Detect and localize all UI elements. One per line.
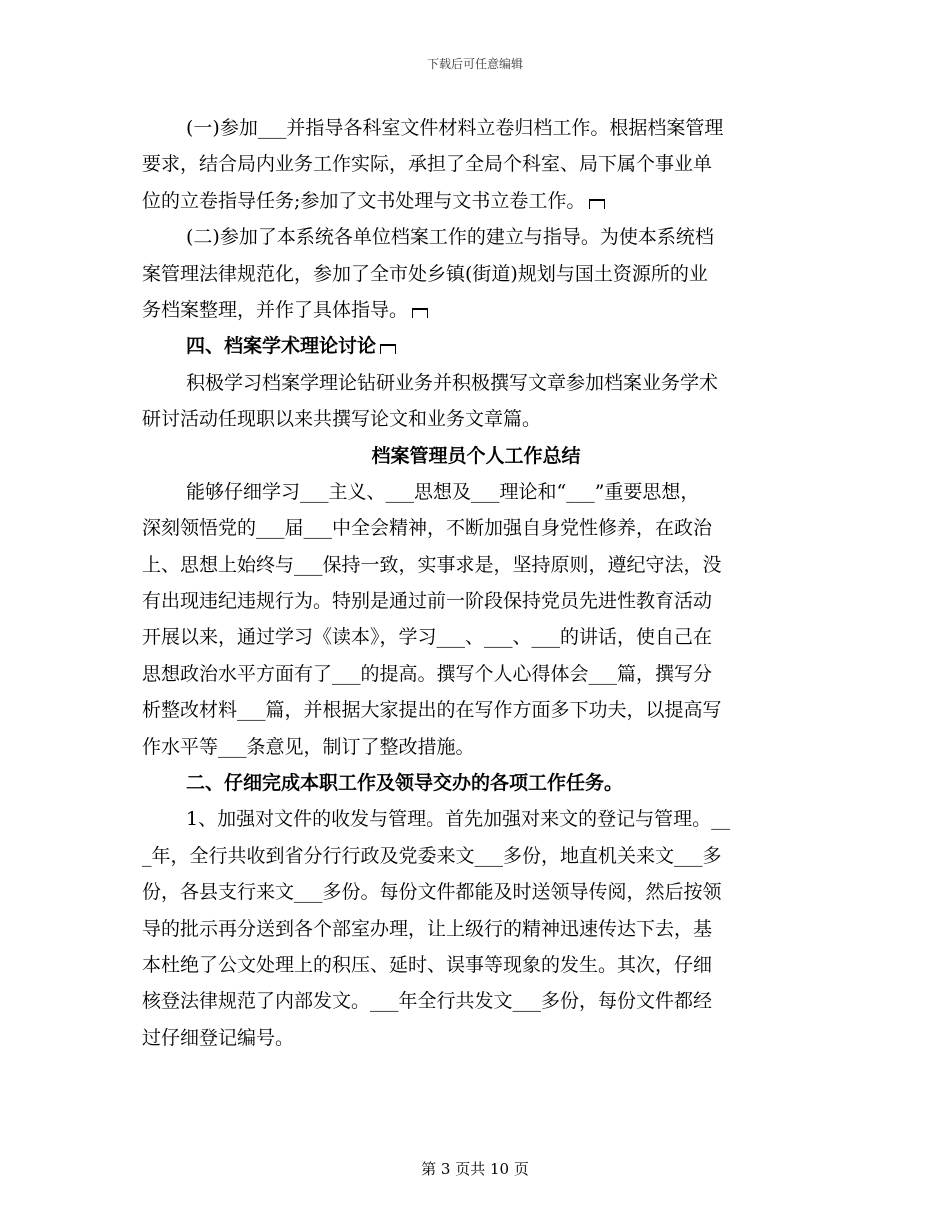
text-line-content: (一)参加___并指导各科室文件材料立卷归档工作。根据档案管理 bbox=[186, 117, 724, 139]
text-line-content: 过仔细登记编号。 bbox=[142, 1026, 295, 1049]
text-line bbox=[142, 401, 810, 437]
page-footer: 第 3 页共 10 页 bbox=[421, 1160, 529, 1178]
text-line-content: 要求，结合局内业务工作实际，承担了全局个科室、局下属个事业单 bbox=[142, 153, 713, 176]
text-line bbox=[142, 874, 810, 910]
text-line-content: 研讨活动任现职以来共撰写论文和业务文章篇。 bbox=[142, 408, 542, 431]
text-line-content: _年，全行共收到省分行行政及党委来文___多份，地直机关来文___多 bbox=[142, 844, 722, 867]
text-line bbox=[142, 801, 810, 837]
text-line bbox=[142, 911, 810, 947]
page-header: 下载后可任意编辑 bbox=[426, 57, 523, 71]
text-line-content: 案管理法律规范化，参加了全市处乡镇(街道)规划与国土资源所的业 bbox=[142, 262, 708, 285]
paragraph-mark-icon bbox=[589, 199, 605, 209]
text-line-content: 份，各县支行来文___多份。每份文件都能及时送领导传阅，然后按领 bbox=[142, 881, 722, 904]
text-line bbox=[142, 292, 810, 328]
text-line bbox=[142, 692, 810, 728]
text-line-content: 积极学习档案学理论钻研业务并积极撰写文章参加档案业务学术 bbox=[186, 371, 719, 394]
text-line-content: 思想政治水平方面有了___的提高。撰写个人心得体会___篇，撰写分 bbox=[142, 662, 713, 685]
text-line-content: 1、加强对文件的收发与管理。首先加强对来文的登记与管理。__ bbox=[186, 808, 731, 831]
text-line bbox=[142, 183, 810, 219]
text-line-content: 本杜绝了公文处理上的积压、延时、误事等现象的发生。其次，仔细 bbox=[142, 953, 713, 976]
text-line bbox=[142, 110, 810, 146]
text-line-content: 作水平等___条意见，制订了整改措施。 bbox=[142, 735, 475, 758]
text-line bbox=[142, 947, 810, 983]
text-line bbox=[142, 729, 810, 765]
text-line-content: 位的立卷指导任务;参加了文书处理与文书立卷工作。 bbox=[142, 189, 586, 212]
text-line bbox=[142, 219, 810, 255]
text-line bbox=[142, 474, 810, 510]
text-line-content: 深刻领悟党的___届___中全会精神，不断加强自身党性修养，在政治 bbox=[142, 517, 713, 540]
text-line bbox=[142, 583, 810, 619]
text-line-content: 能够仔细学习___主义、___思想及___理论和“___”重要思想， bbox=[186, 480, 700, 503]
text-line-content: 析整改材料___篇，并根据大家提出的在写作方面多下功夫，以提高写 bbox=[142, 699, 722, 722]
text-line-content: 核登法律规范了内部发文。___年全行共发文___多份，每份文件都经 bbox=[142, 990, 713, 1013]
text-line-content: 档案管理员个人工作总结 bbox=[371, 444, 581, 467]
text-line bbox=[142, 146, 810, 182]
paragraph-mark-icon bbox=[380, 344, 396, 354]
text-line bbox=[142, 1020, 810, 1056]
text-line bbox=[142, 838, 810, 874]
text-line bbox=[142, 547, 810, 583]
text-line-content: 二、仔细完成本职工作及领导交办的各项工作任务。 bbox=[186, 772, 624, 795]
section-title bbox=[142, 438, 810, 474]
text-line-content: 务档案整理，并作了具体指导。 bbox=[142, 298, 409, 321]
text-line bbox=[142, 328, 810, 364]
text-line bbox=[142, 765, 810, 801]
text-line-content: 导的批示再分送到各个部室办理，让上级行的精神迅速传达下去，基 bbox=[142, 917, 713, 940]
text-line bbox=[142, 365, 810, 401]
text-line-content: 上、思想上始终与___保持一致，实事求是，坚持原则，遵纪守法，没 bbox=[142, 553, 722, 576]
text-line bbox=[142, 656, 810, 692]
text-line bbox=[142, 256, 810, 292]
text-line bbox=[142, 619, 810, 655]
text-line-content: (二)参加了本系统各单位档案工作的建立与指导。为使本系统档 bbox=[186, 226, 714, 249]
text-line-content: 有出现违纪违规行为。特别是通过前一阶段保持党员先进性教育活动 bbox=[142, 590, 713, 613]
text-line bbox=[142, 510, 810, 546]
text-line-content: 开展以来，通过学习《读本》，学习___、___、___的讲话，使自己在 bbox=[142, 626, 713, 649]
document-body bbox=[142, 110, 810, 1056]
text-line-content: 四、档案学术理论讨论 bbox=[186, 335, 377, 358]
text-line bbox=[142, 983, 810, 1019]
paragraph-mark-icon bbox=[412, 308, 428, 318]
